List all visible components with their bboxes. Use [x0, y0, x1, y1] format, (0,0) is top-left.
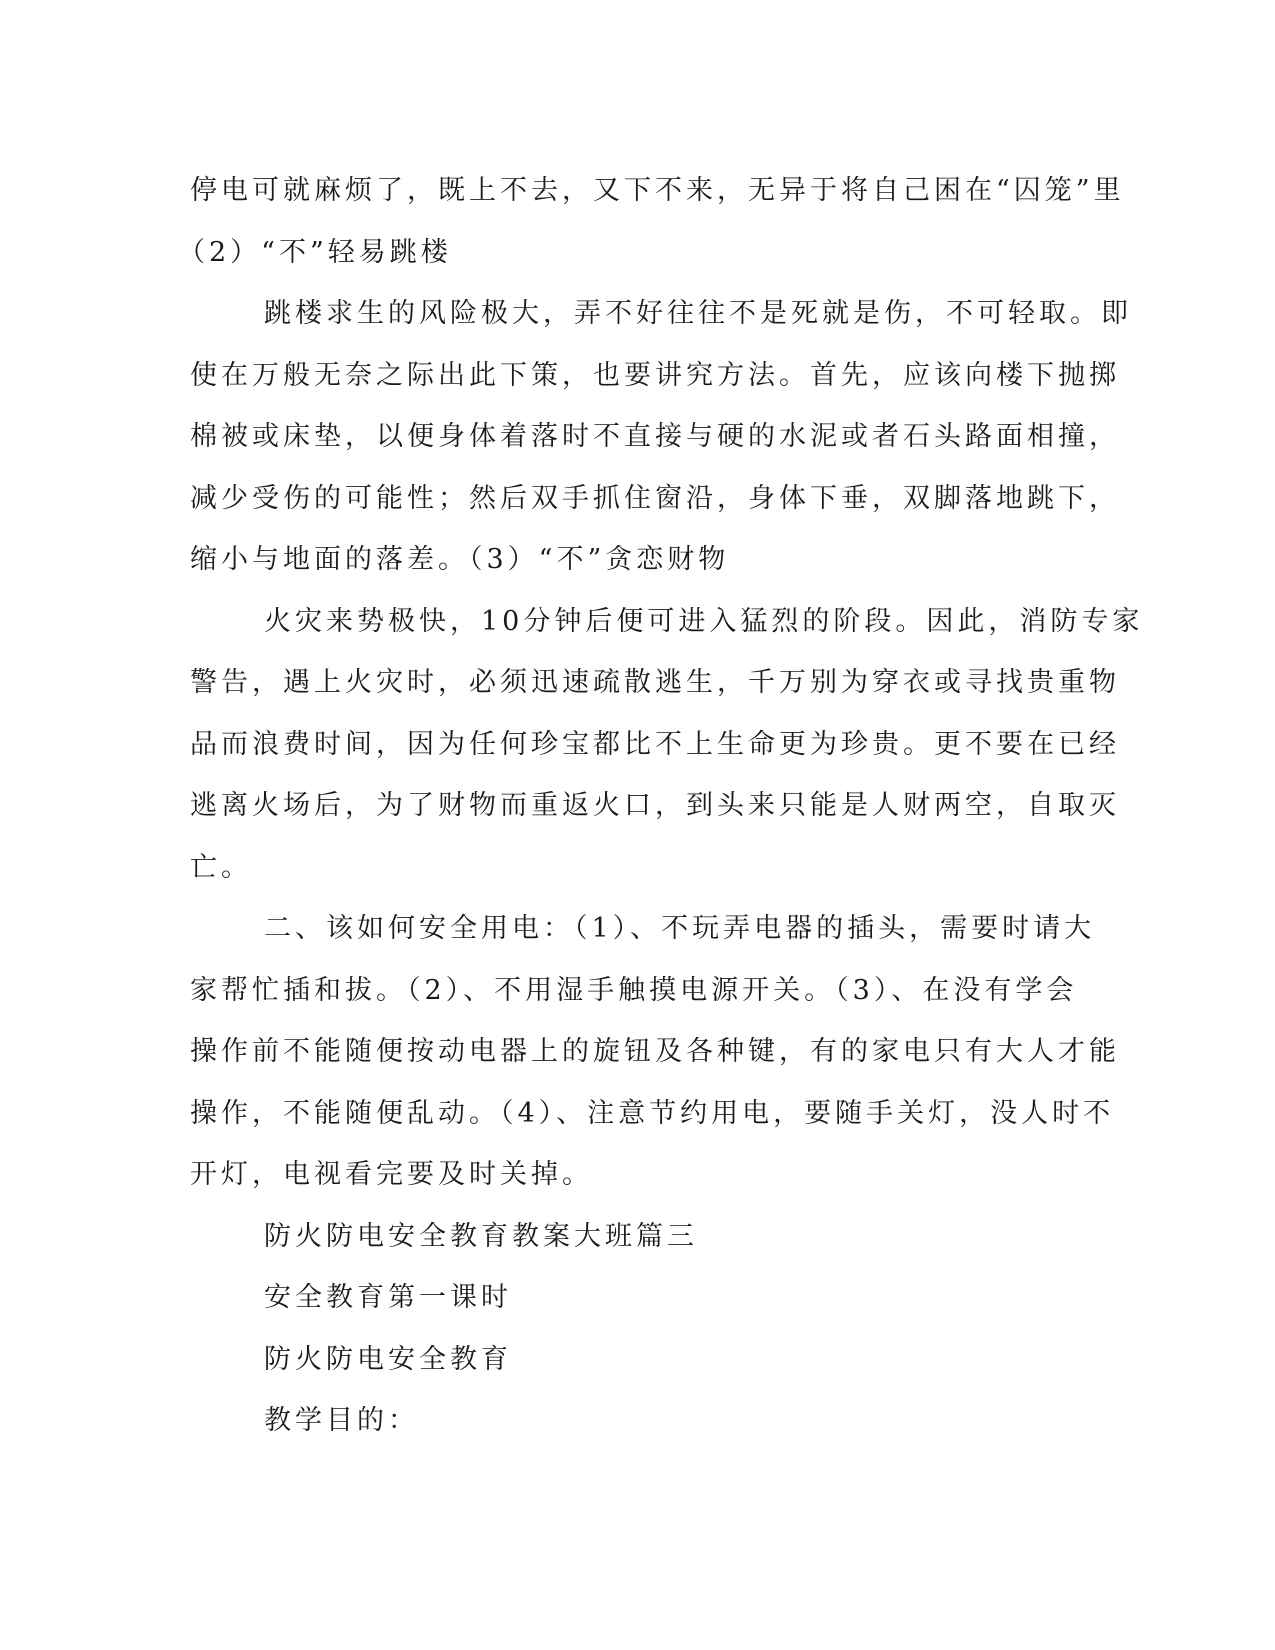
document-body [178, 160, 1144, 1452]
text-line: 警告，遇上火灾时，必须迅速疏散逃生，千万别为穿衣或寻找贵重物 [190, 667, 1120, 698]
text-line: 操作，不能随便乱动。（4）、注意节约用电，要随手关灯，没人时不 [190, 1097, 1115, 1129]
text-line: 棉被或床垫，以便身体着落时不直接与硬的水泥或者石头路面相撞， [190, 421, 1120, 452]
text-line: 操作前不能随便按动电器上的旋钮及各种键，有的家电只有大人才能 [190, 1036, 1120, 1067]
text-line: 开灯，电视看完要及时关掉。 [190, 1159, 593, 1190]
text-line: 家帮忙插和拔。（2）、不用湿手触摸电源开关。（3）、在没有学会 [190, 974, 1078, 1006]
text-line: 使在万般无奈之际出此下策，也要讲究方法。首先，应该向楼下抛掷 [190, 359, 1120, 391]
text-line: 跳楼求生的风险极大，弄不好往往不是死就是伤，不可轻取。即 [264, 298, 1132, 329]
text-line: （2）“不”轻易跳楼 [178, 236, 452, 268]
subheading: 安全教育第一课时 [264, 1282, 512, 1313]
text-line: 亡。 [190, 851, 252, 883]
subheading: 教学目的： [264, 1405, 419, 1436]
text-line: 二、该如何安全用电：（1）、不玩弄电器的插头，需要时请大 [264, 913, 1096, 944]
text-line: 品而浪费时间，因为任何珍宝都比不上生命更为珍贵。更不要在已经 [190, 728, 1120, 760]
section-heading: 防火防电安全教育教案大班篇三 [264, 1220, 698, 1252]
text-line: 逃离火场后，为了财物而重返火口，到头来只能是人财两空，自取灭 [190, 790, 1120, 821]
text-line: 停电可就麻烦了，既上不去，又下不来，无异于将自己困在“囚笼”里 [190, 175, 1125, 206]
text-line: 火灾来势极快，10分钟后便可进入猛烈的阶段。因此，消防专家 [264, 605, 1144, 637]
text-line: 缩小与地面的落差。（3）“不”贪恋财物 [190, 544, 730, 575]
text-line: 减少受伤的可能性；然后双手抓住窗沿，身体下垂，双脚落地跳下， [190, 482, 1120, 514]
subheading: 防火防电安全教育 [264, 1343, 512, 1375]
